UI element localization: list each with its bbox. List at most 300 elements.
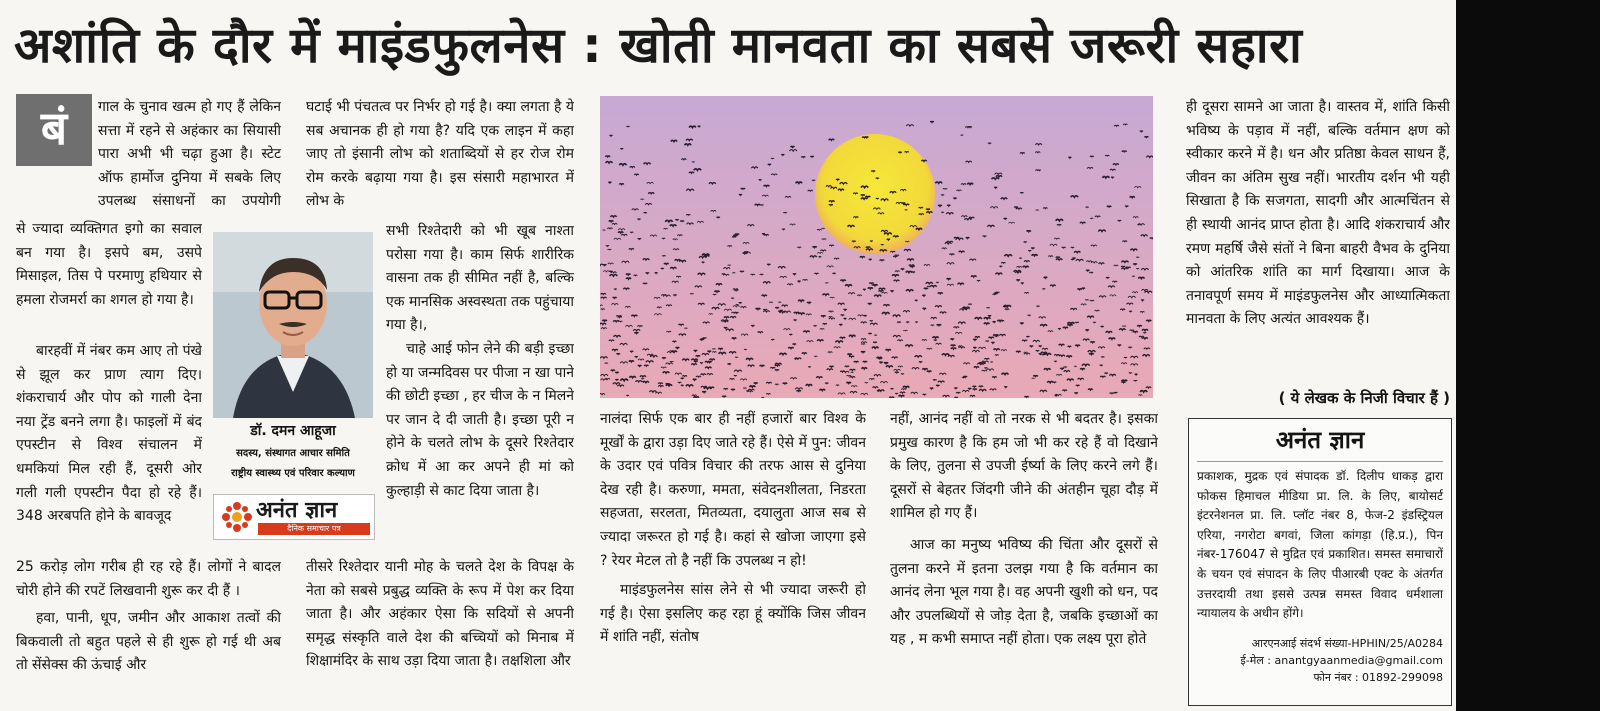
col1-top-text: गाल के चुनाव खत्म हो गए हैं लेकिन सत्ता में रहने से अहंकार का सियासी पारा अभी भी चढ़ा हुआ है। स्टेट ऑफ हार्मोज दुनिया में सबके लिए उपलब्ध संसाधनों का उपयोगी	[98, 99, 281, 210]
logo-name: अनंत ज्ञान	[256, 498, 338, 523]
bird-silhouette	[670, 267, 676, 268]
bird-silhouette	[1121, 382, 1125, 383]
bird-silhouette	[1075, 322, 1079, 323]
bird-silhouette	[717, 217, 720, 218]
bird-silhouette	[973, 389, 977, 390]
bird-silhouette	[847, 382, 851, 383]
bird-silhouette	[829, 139, 834, 140]
bird-silhouette	[926, 212, 932, 213]
bird-silhouette	[681, 159, 686, 160]
bird-silhouette	[606, 162, 613, 163]
bird-silhouette	[1044, 277, 1047, 278]
bird-silhouette	[1001, 198, 1007, 199]
col2-narrow-para2-text: चाहे आई फोन लेने की बड़ी इच्छा हो या जन्मदिवस पर पीजा न खा पाने की छोटी इच्छा , हर चीज के न मिलने पर जान दे दी जाती है। इच्छा पूरी न होने के चलते लोभ के दूसरे रिश्तेदार क्रोध में आ कर अपने ही मां को कुल्हाड़ी से काट दिया जाता है।	[386, 340, 574, 499]
bird-silhouette	[935, 182, 942, 183]
bird-silhouette	[987, 307, 990, 308]
bird-silhouette	[1093, 322, 1096, 323]
col5-text: ही दूसरा सामने आ जाता है। वास्तव में, शांति किसी भविष्य के पड़ाव में नहीं, बल्कि वर्तमान क्षण को स्वीकार करने में है। धन और प्रतिष्ठा केवल साधन हैं, जीवन का अंतिम सुख नहीं। भारतीय दर्शन भी यही सिखाता है कि सजगता, सादगी और आत्मचिंतन से ही स्थायी आनंद प्राप्त होता है। आदि शंकराचार्य और रमण महर्षि जैसे संतों ने बिना बाहरी वैभव के दुनिया को आंतरिक शांति का मार्ग दिखाया। आज के तनावपूर्ण समय में माइंडफुलनेस और आध्यात्मिकता मानवता के लिए अत्यंत आवश्यक हैं।	[1186, 99, 1450, 328]
bird-silhouette	[907, 259, 914, 260]
author-portrait-graphic	[213, 232, 373, 418]
bird-silhouette	[741, 188, 745, 189]
bird-silhouette	[1086, 270, 1089, 271]
bird-silhouette	[1122, 380, 1128, 381]
bird-silhouette	[814, 273, 818, 274]
bird-silhouette	[1075, 345, 1080, 346]
bird-silhouette	[665, 220, 672, 221]
bird-silhouette	[1056, 257, 1060, 258]
bird-silhouette	[849, 356, 854, 357]
col2-narrow-text: सभी रिश्तेदारी को भी खूब नाश्ता परोसा गया है। काम सिर्फ शारीरिक वासना तक ही सीमित नहीं है, बल्कि एक मानसिक अस्वस्थता तक पहुंचाया गया है।,	[386, 223, 574, 334]
bird-silhouette	[679, 324, 684, 325]
bird-silhouette	[1138, 395, 1142, 396]
bird-silhouette	[619, 321, 622, 322]
col3-para2-text: माइंडफुलनेस सांस लेने से भी ज्यादा जरूरी हो गई है। ऐसा इसलिए कह रहा हूं क्योंकि जिस जीवन में शांति नहीं, संतोष	[600, 582, 866, 646]
bird-silhouette	[834, 258, 839, 259]
col3	[600, 408, 866, 706]
bird-silhouette	[1042, 289, 1045, 290]
bird-silhouette	[829, 317, 833, 318]
bird-silhouette	[634, 174, 638, 175]
bird-silhouette	[861, 352, 865, 353]
bird-silhouette	[1136, 257, 1139, 258]
bird-silhouette	[686, 385, 693, 386]
bird-silhouette	[701, 374, 706, 375]
bird-silhouette	[1027, 231, 1031, 232]
bird-silhouette	[1067, 379, 1074, 380]
bird-silhouette	[678, 382, 681, 383]
imprint-rni: आरएनआई संदर्भ संख्या-HPHIN/25/A0284	[1251, 637, 1443, 650]
bird-silhouette	[1146, 387, 1151, 388]
bird-silhouette	[608, 182, 611, 183]
bird-silhouette	[1082, 288, 1085, 289]
bird-silhouette	[693, 379, 696, 380]
bird-silhouette	[848, 354, 852, 355]
bird-silhouette	[893, 256, 897, 257]
bird-silhouette	[930, 122, 933, 123]
col1-bottom	[16, 556, 281, 706]
bird-silhouette	[1142, 329, 1148, 330]
col2-bottom-text: तीसरे रिश्तेदार यानी मोह के चलते देश के विपक्ष के नेता को सबसे प्रबुद्ध व्यक्ति के रूप में पेश कर दिया जाता है। और अहंकार ऐसा कि सदियों से अपनी समृद्ध संस्कृति वाले देश की बच्चियों को मिनाब में शिक्षामंदिर के साथ उड़ा दिया जाता है। तक्षशिला और	[306, 559, 574, 670]
bird-silhouette	[1069, 157, 1072, 158]
bird-silhouette	[965, 127, 970, 128]
bird-silhouette	[1106, 277, 1109, 278]
bird-silhouette	[740, 271, 744, 272]
bird-silhouette	[661, 295, 666, 296]
bird-silhouette	[1124, 357, 1127, 358]
bird-silhouette	[768, 164, 771, 165]
bird-silhouette	[794, 359, 797, 360]
imprint-email: ई-मेल : anantgyaanmedia@gmail.com	[1240, 654, 1443, 667]
bird-silhouette	[1136, 268, 1139, 269]
bird-silhouette	[891, 291, 894, 292]
bird-silhouette	[1119, 329, 1125, 330]
bird-silhouette	[691, 359, 697, 360]
bird-silhouette	[712, 349, 716, 350]
bird-silhouette	[861, 186, 868, 187]
bird-silhouette	[700, 363, 703, 364]
bird-silhouette	[1041, 354, 1046, 355]
bird-silhouette	[619, 184, 624, 185]
bird-silhouette	[1036, 350, 1039, 351]
bird-silhouette	[823, 324, 827, 325]
bird-silhouette	[1112, 281, 1117, 282]
bird-silhouette	[889, 397, 894, 398]
bird-silhouette	[664, 228, 668, 229]
bird-silhouette	[705, 367, 711, 368]
bird-silhouette	[1020, 192, 1023, 193]
bird-silhouette	[1111, 177, 1114, 178]
bird-silhouette	[829, 311, 834, 312]
bird-silhouette	[775, 384, 778, 385]
bird-silhouette	[1125, 206, 1128, 207]
bird-silhouette	[614, 289, 617, 290]
bird-silhouette	[662, 358, 665, 359]
bird-silhouette	[936, 282, 939, 283]
bird-silhouette	[994, 187, 997, 188]
bird-silhouette	[941, 195, 944, 196]
bird-silhouette	[823, 294, 830, 295]
bird-silhouette	[701, 338, 705, 339]
bird-silhouette	[828, 352, 833, 353]
bird-silhouette	[731, 298, 734, 299]
author-name: डॉ. दमन आहूजा	[250, 423, 336, 439]
bird-silhouette	[1067, 325, 1072, 326]
bird-silhouette	[1106, 331, 1113, 332]
bird-silhouette	[1118, 220, 1121, 221]
bird-silhouette	[854, 361, 859, 362]
bird-silhouette	[938, 293, 943, 294]
bird-silhouette	[1138, 277, 1144, 278]
bird-silhouette	[696, 376, 701, 377]
bird-silhouette	[942, 354, 949, 355]
bird-silhouette	[686, 214, 690, 215]
bird-silhouette	[912, 272, 915, 273]
bird-silhouette	[793, 274, 796, 275]
author-role-line2: राष्ट्रीय स्वास्थ्य एवं परिवार कल्याण	[231, 468, 355, 479]
bird-silhouette	[664, 263, 669, 264]
bird-silhouette	[1133, 264, 1136, 265]
bird-silhouette	[1063, 367, 1066, 368]
bird-silhouette	[670, 361, 673, 362]
bird-silhouette	[620, 149, 623, 150]
bird-silhouette	[626, 126, 629, 127]
bird-silhouette	[861, 344, 865, 345]
bird-silhouette	[771, 158, 774, 159]
bird-silhouette	[933, 380, 937, 381]
bird-silhouette	[954, 237, 959, 238]
bird-silhouette	[927, 286, 931, 287]
bird-silhouette	[676, 220, 679, 221]
bird-silhouette	[1105, 373, 1108, 374]
bird-silhouette	[897, 322, 901, 323]
bird-silhouette	[794, 320, 797, 321]
bird-silhouette	[1031, 248, 1034, 249]
bird-silhouette	[919, 362, 922, 363]
bird-silhouette	[1004, 218, 1007, 219]
bird-silhouette	[704, 387, 711, 388]
bird-silhouette	[938, 205, 941, 206]
bird-silhouette	[1054, 361, 1057, 362]
bird-silhouette	[916, 228, 922, 229]
bird-silhouette	[798, 281, 801, 282]
bird-silhouette	[679, 260, 686, 261]
bird-silhouette	[899, 395, 905, 396]
bird-silhouette	[1054, 354, 1059, 355]
bird-silhouette	[868, 333, 871, 334]
bird-silhouette	[626, 274, 630, 275]
bird-silhouette	[1101, 326, 1104, 327]
bird-silhouette	[626, 278, 631, 279]
bird-silhouette	[906, 322, 909, 323]
imprint-title: अनंत ज्ञान	[1275, 426, 1365, 454]
logo-tagline: दैनिक समाचार पत्र	[258, 523, 370, 535]
imprint-contact	[1197, 635, 1443, 686]
bird-silhouette	[958, 283, 964, 284]
bird-silhouette	[984, 368, 987, 369]
bird-silhouette	[719, 352, 726, 353]
bird-silhouette	[734, 290, 738, 291]
bird-silhouette	[610, 216, 616, 217]
bird-silhouette	[891, 388, 894, 389]
bird-silhouette	[958, 346, 962, 347]
bird-silhouette	[803, 331, 809, 332]
bird-silhouette	[829, 201, 834, 202]
bird-silhouette	[873, 387, 879, 388]
bird-silhouette	[1086, 330, 1089, 331]
bird-silhouette	[1058, 329, 1061, 330]
bird-silhouette	[833, 273, 836, 274]
bird-silhouette	[620, 379, 628, 381]
bird-silhouette	[617, 354, 620, 355]
bird-silhouette	[1072, 258, 1075, 259]
bird-silhouette	[705, 361, 710, 362]
col4-para2-text: आज का मनुष्य भविष्य की चिंता और दूसरों से तुलना करने में इतना उलझ गया है कि वर्तमान का आनंद लेना भूल गया है। वह अपनी खुशी को धन, पद और उपलब्धियों से जोड़ देता है, जबकि इच्छाओं का यह , म कभी समाप्त नहीं होता। एक लक्ष्य पूरा होते	[890, 536, 1158, 648]
bird-silhouette	[739, 195, 742, 196]
col2-top-text: घटाई भी पंचतत्व पर निर्भर हो गई है। क्या लगता है ये सब अचानक ही हो गया है? यदि एक लाइन में कहा जाए तो इंसानी लोभ को शताब्दियों से हर रोज रोम रोम करके बढ़ाया गया है। इस संसारी महाभारत में लोभ के	[306, 99, 574, 210]
bird-silhouette	[816, 377, 822, 378]
bird-silhouette	[631, 315, 637, 316]
bird-silhouette	[949, 254, 954, 255]
bird-silhouette	[644, 163, 651, 164]
bird-silhouette	[670, 351, 673, 352]
bird-silhouette	[612, 349, 618, 350]
bird-silhouette	[986, 341, 989, 342]
bird-silhouette	[975, 318, 982, 319]
bird-silhouette	[691, 364, 696, 365]
bird-silhouette	[821, 228, 824, 229]
bird-silhouette	[836, 385, 839, 386]
bird-silhouette	[1028, 315, 1031, 316]
bird-silhouette	[1133, 331, 1138, 332]
bird-silhouette	[782, 305, 788, 306]
bird-silhouette	[901, 269, 904, 270]
bird-silhouette	[890, 251, 895, 252]
bird-silhouette	[630, 167, 635, 168]
bird-silhouette	[1085, 300, 1088, 301]
col1-para2-text: बारहवीं में नंबर कम आए तो पंखे से झूल कर प्राण त्याग दिए। शंकराचार्य और पोप को गाली देना नया ट्रेंड बनने लगा है। फाइलों में बंद एपस्टीन से विश्व संचालन में धमकियां मिल रही हैं, दूसरी ओर गली गली एपस्टीन पैदा हो रहे हैं। 348 अरबपति होने के बावजूद	[16, 343, 202, 525]
bird-silhouette	[1080, 222, 1086, 223]
bird-silhouette	[993, 349, 999, 350]
bird-silhouette	[1055, 395, 1058, 396]
bird-silhouette	[865, 196, 870, 197]
bird-silhouette	[1114, 392, 1117, 393]
bird-silhouette	[1143, 332, 1146, 333]
bird-silhouette	[1025, 396, 1029, 397]
bird-silhouette	[998, 320, 1003, 321]
bird-silhouette	[921, 160, 926, 161]
bird-silhouette	[927, 371, 931, 372]
bird-silhouette	[923, 394, 926, 395]
bird-silhouette	[1035, 152, 1040, 153]
bird-silhouette	[849, 369, 855, 370]
bird-silhouette	[780, 312, 785, 313]
bird-silhouette	[1068, 322, 1075, 323]
bird-silhouette	[1120, 309, 1125, 310]
bird-silhouette	[817, 340, 823, 341]
bird-silhouette	[853, 217, 858, 218]
bird-silhouette	[763, 309, 767, 310]
bird-silhouette	[868, 288, 873, 289]
bird-silhouette	[898, 340, 903, 341]
bird-silhouette	[1002, 373, 1009, 374]
bird-silhouette	[640, 376, 646, 377]
sunset-birds-graphic	[600, 96, 1153, 398]
bird-silhouette	[1105, 155, 1109, 156]
bird-silhouette	[734, 312, 738, 313]
bird-silhouette	[728, 364, 731, 365]
bird-silhouette	[879, 288, 886, 289]
bird-silhouette	[836, 179, 839, 180]
bird-silhouette	[882, 312, 889, 313]
bird-silhouette	[1145, 137, 1149, 138]
bird-silhouette	[762, 295, 767, 296]
col2-narrow	[386, 220, 574, 550]
bird-silhouette	[1004, 387, 1007, 388]
bird-silhouette	[821, 316, 825, 317]
bird-silhouette	[703, 255, 709, 256]
bird-silhouette	[1095, 216, 1100, 217]
bird-silhouette	[810, 156, 813, 157]
bird-silhouette	[993, 335, 998, 336]
anant-gyaan-logo	[213, 494, 375, 540]
bird-silhouette	[1140, 391, 1147, 392]
bird-silhouette	[644, 365, 648, 366]
bird-silhouette	[798, 300, 804, 301]
bird-silhouette	[841, 315, 844, 316]
bird-silhouette	[1139, 336, 1144, 337]
bird-silhouette	[869, 283, 873, 284]
bird-silhouette	[629, 361, 634, 362]
bird-silhouette	[1146, 320, 1151, 321]
bird-silhouette	[767, 264, 770, 265]
bird-silhouette	[835, 341, 842, 342]
bird-silhouette	[608, 249, 612, 250]
bird-silhouette	[1140, 312, 1144, 313]
bird-silhouette	[797, 247, 801, 248]
bird-silhouette	[903, 386, 909, 387]
bird-silhouette	[613, 297, 617, 298]
bird-silhouette	[1110, 393, 1115, 394]
bird-silhouette	[1033, 376, 1037, 377]
bird-silhouette	[1059, 355, 1065, 356]
bird-silhouette	[962, 377, 966, 378]
bird-silhouette	[895, 393, 898, 394]
bird-silhouette	[974, 367, 979, 368]
bird-silhouette	[1024, 261, 1030, 262]
bird-silhouette	[829, 205, 833, 206]
bird-silhouette	[915, 322, 918, 323]
bird-silhouette	[789, 334, 792, 335]
bird-silhouette	[1005, 305, 1009, 306]
bird-silhouette	[764, 234, 769, 235]
bird-silhouette	[658, 383, 663, 384]
bird-silhouette	[845, 285, 852, 286]
author-photo	[213, 232, 373, 418]
bird-silhouette	[1078, 289, 1082, 290]
bird-silhouette	[951, 345, 956, 346]
bird-silhouette	[934, 340, 937, 341]
bird-silhouette	[959, 251, 965, 252]
bird-silhouette	[936, 385, 939, 386]
col1-para3-text: हवा, पानी, धूप, जमीन और आकाश तत्वों की बिकवाली तो बहुत पहले से ही शुरू हो गई थी अब तो सेंसेक्स की ऊंचाई और	[16, 610, 281, 674]
bird-silhouette	[1107, 206, 1111, 207]
bird-silhouette	[769, 302, 773, 303]
bird-silhouette	[775, 307, 779, 308]
bird-silhouette	[919, 207, 923, 208]
bird-silhouette	[870, 321, 873, 322]
bird-silhouette	[662, 256, 665, 257]
bird-silhouette	[966, 238, 969, 239]
bird-silhouette	[901, 374, 904, 375]
bird-silhouette	[825, 283, 828, 284]
bird-silhouette	[863, 361, 867, 362]
bird-silhouette	[807, 302, 811, 303]
bird-silhouette	[690, 293, 694, 294]
bird-silhouette	[1090, 156, 1094, 157]
bird-silhouette	[926, 209, 930, 210]
bird-silhouette	[947, 279, 951, 280]
bird-silhouette	[851, 372, 854, 373]
bird-silhouette	[623, 288, 629, 289]
bird-silhouette	[857, 295, 861, 296]
right-black-margin	[1456, 0, 1600, 711]
bird-silhouette	[924, 288, 928, 289]
bird-silhouette	[685, 144, 692, 145]
bird-silhouette	[840, 280, 845, 281]
bird-silhouette	[661, 268, 664, 269]
bird-silhouette	[728, 265, 731, 266]
bird-silhouette	[1113, 164, 1119, 165]
bird-silhouette	[601, 293, 606, 294]
bird-silhouette	[1062, 390, 1066, 391]
bird-silhouette	[872, 347, 878, 348]
bird-silhouette	[1021, 283, 1024, 284]
bird-silhouette	[865, 382, 868, 383]
bird-silhouette	[1123, 124, 1127, 125]
bird-silhouette	[975, 337, 980, 338]
bird-silhouette	[902, 203, 905, 204]
bird-silhouette	[898, 152, 901, 153]
bird-silhouette	[968, 388, 971, 389]
bird-silhouette	[1089, 272, 1093, 273]
bird-silhouette	[801, 157, 805, 158]
bird-silhouette	[1130, 330, 1134, 331]
bird-silhouette	[956, 392, 960, 393]
bird-silhouette	[1123, 241, 1128, 242]
bird-silhouette	[1090, 218, 1093, 219]
bird-silhouette	[775, 363, 782, 364]
bird-silhouette	[1140, 131, 1143, 132]
